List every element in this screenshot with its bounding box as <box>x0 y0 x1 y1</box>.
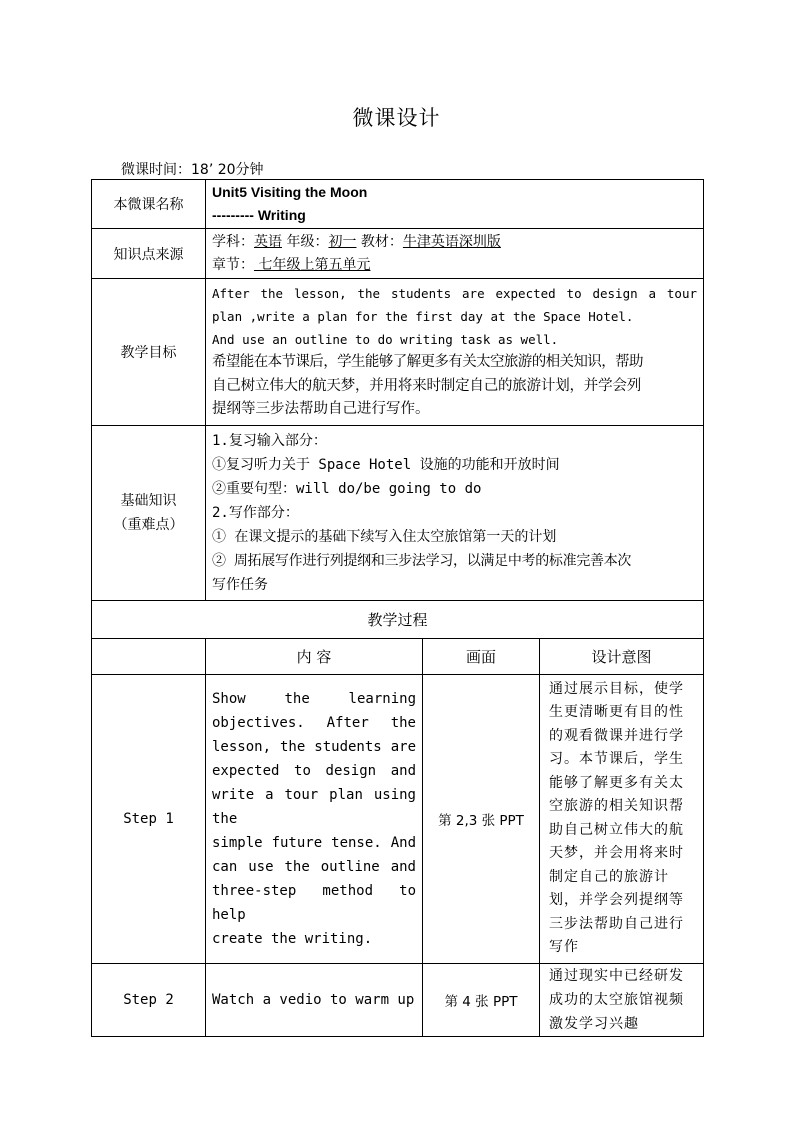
step-intent-line: 通过现实中已经研发 <box>549 967 684 984</box>
goal-en-line: And use an outline to do writing task as well. <box>212 332 559 347</box>
step-content-line: three-step method to help <box>212 882 416 923</box>
lesson-design-table <box>91 179 704 1037</box>
step-intent-line: 天梦，并会用将来时 <box>549 845 684 861</box>
step-intent-line: 划，并学会列提纲等 <box>549 892 684 908</box>
step-intent-line: 通过展示目标，使学 <box>549 680 684 697</box>
step-content-line: Show the learning <box>212 690 416 707</box>
step-intent-line: 助自己树立伟大的航 <box>549 821 684 838</box>
screen-col-header: 画面 <box>423 638 540 674</box>
step-intent-line: 生更清晰更有目的性 <box>549 704 684 720</box>
step-screen: 第 4 张 PPT <box>423 963 540 1036</box>
chapter-value: 七年级上第五单元 <box>254 256 371 273</box>
knowledge-source-value <box>206 229 704 279</box>
step-intent <box>540 963 704 1036</box>
grade-label: 年级： <box>282 233 329 250</box>
step-label: Step 2 <box>92 963 206 1036</box>
subject-value: 英语 <box>254 233 282 250</box>
teaching-goal-label: 教学目标 <box>92 279 206 426</box>
step-content-line: simple future tense. And <box>212 834 416 851</box>
lesson-name-line2: --------- Writing <box>212 207 306 223</box>
step-intent-line: 激发学习兴趣 <box>549 1015 639 1032</box>
teaching-goal-row <box>92 279 704 426</box>
step-label: Step 1 <box>92 674 206 963</box>
textbook-label: 教材： <box>356 233 403 250</box>
goal-en-line: plan ,write a plan for the first day at the Space Hotel. <box>212 309 634 324</box>
step-content-line: expected to design and <box>212 762 416 779</box>
basic-knowledge-label-line1: 基础知识 <box>120 492 177 509</box>
basic-line: ②重要句型：will do/be going to do <box>212 480 482 497</box>
teaching-goal-value <box>206 279 704 426</box>
chapter-label: 章节： <box>212 256 254 273</box>
lesson-name-value <box>206 180 704 229</box>
lesson-name-line1: Unit5 Visiting the Moon <box>212 184 368 200</box>
basic-line: ①复习听力关于 Space Hotel 设施的功能和开放时间 <box>212 456 560 473</box>
basic-knowledge-row <box>92 425 704 600</box>
basic-line: 2.写作部分： <box>212 504 299 521</box>
step-screen: 第 2,3 张 PPT <box>423 674 540 963</box>
step-intent-line: 成功的太空旅馆视频 <box>549 991 684 1008</box>
step-content-line: can use the outline and <box>212 858 416 875</box>
lesson-name-label: 本微课名称 <box>92 180 206 229</box>
lesson-name-row <box>92 180 704 229</box>
knowledge-source-label: 知识点来源 <box>92 229 206 279</box>
process-header-row <box>92 600 704 638</box>
subject-label: 学科： <box>212 233 254 250</box>
basic-line: 写作任务 <box>212 576 268 593</box>
step-intent <box>540 674 704 963</box>
process-header: 教学过程 <box>92 600 704 638</box>
goal-cn-line: 自己树立伟大的航天梦，并用将来时制定自己的旅游计划，并学会列 <box>212 377 641 394</box>
basic-line: 1.复习输入部分： <box>212 432 327 449</box>
step-intent-line: 写作 <box>549 939 579 955</box>
content-col-header: 内 容 <box>206 638 423 674</box>
knowledge-source-row <box>92 229 704 279</box>
grade-value: 初一 <box>328 233 357 250</box>
step-intent-line: 能够了解更多有关太 <box>549 774 684 791</box>
intent-col-header: 设计意图 <box>540 638 704 674</box>
step-content-line: Watch a vedio to warm up <box>212 991 415 1008</box>
step-content-line: write a tour plan using the <box>212 786 416 827</box>
step-content-line: lesson, the students are <box>212 738 416 755</box>
step-intent-line: 制定自己的旅游计 <box>549 868 669 885</box>
step-intent-line: 的观看微课并进行学 <box>549 727 684 744</box>
basic-knowledge-value <box>206 425 704 600</box>
basic-line: ① 在课文提示的基础下续写入住太空旅馆第一天的计划 <box>212 528 557 545</box>
step-intent-line: 空旅游的相关知识帮 <box>549 798 684 814</box>
goal-cn-line: 希望能在本节课后，学生能够了解更多有关太空旅游的相关知识，帮助 <box>212 354 643 370</box>
step-content <box>206 674 423 963</box>
basic-knowledge-label-line2: （重难点） <box>113 516 184 533</box>
step-content-line: create the writing. <box>212 930 373 947</box>
step-intent-line: 习。本节课后，学生 <box>549 751 684 767</box>
goal-cn-line: 提纲等三步法帮助自己进行写作。 <box>212 401 430 417</box>
basic-knowledge-label <box>92 425 206 600</box>
step-row <box>92 674 704 963</box>
step-content-line: objectives. After the <box>212 714 416 731</box>
step-col-header <box>92 638 206 674</box>
step-content <box>206 963 423 1036</box>
step-row <box>92 963 704 1036</box>
goal-en-line: After the lesson, the students are expected to design a tour <box>212 286 698 301</box>
basic-line: ② 周拓展写作进行列提纲和三步法学习，以满足中考的标准完善本次 <box>212 552 632 569</box>
process-columns-row <box>92 638 704 674</box>
textbook-value: 牛津英语深圳版 <box>402 233 501 250</box>
lesson-duration: 微课时间：18’ 20分钟 <box>121 162 264 178</box>
step-intent-line: 三步法帮助自己进行 <box>549 915 684 932</box>
document-title: 微课设计 <box>352 106 441 130</box>
